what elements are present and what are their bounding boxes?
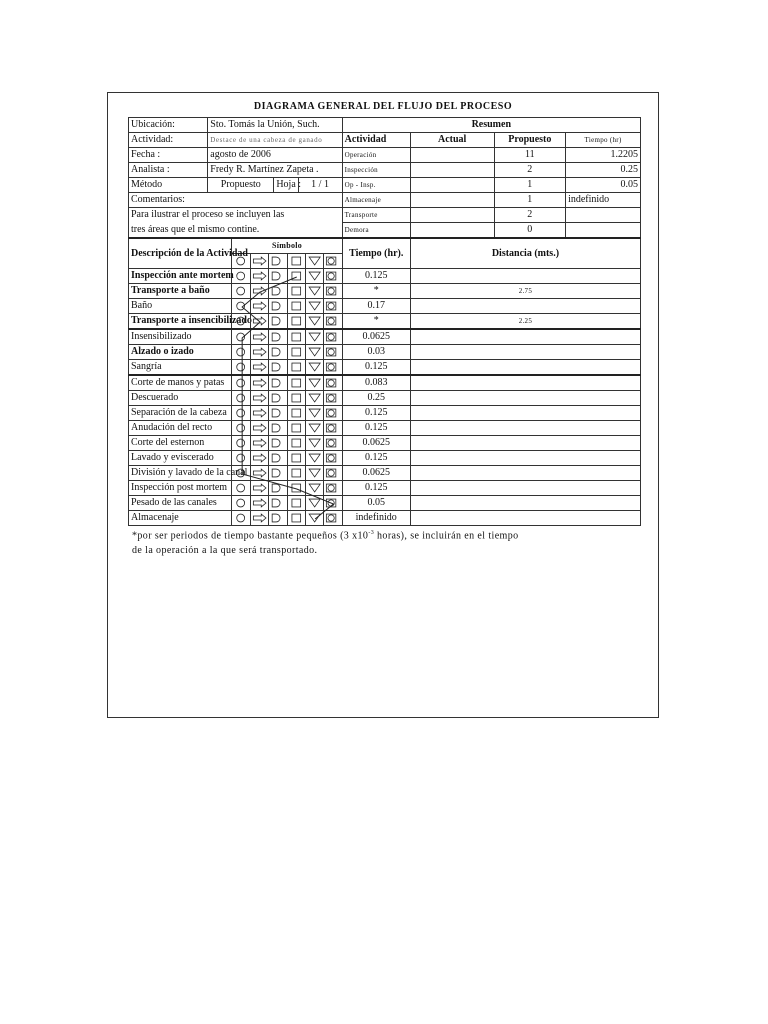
delay-d-icon [268,269,286,283]
activity-description: Baño [129,299,232,314]
resumen-header-tiempo: Tiempo (hr) [566,133,641,148]
footnote-line1b: horas), se incluirán en el tiempo [374,530,519,542]
table-row [129,375,641,391]
activity-distance [410,329,640,345]
activity-description: Transporte a baño [129,284,232,299]
activity-description: Lavado y eviscerado [129,451,232,466]
combined-op-insp-icon [323,481,341,495]
resumen-actividad: Demora [342,223,410,239]
delay-d-icon [268,421,286,435]
combined-op-insp-icon [323,421,341,435]
comentarios-line1: Para ilustrar el proceso se incluyen las [129,208,343,223]
delay-d-icon [268,376,286,390]
activity-symbols [232,329,342,345]
inspection-square-icon [287,481,305,495]
transport-arrow-icon [250,436,268,450]
activity-time: * [342,314,410,330]
activity-description: Separación de la cabeza [129,406,232,421]
resumen-actual [410,208,494,223]
operation-circle-icon [232,481,249,495]
transport-arrow-icon [250,406,268,420]
operation-circle-icon [232,330,249,344]
operation-circle-icon [232,299,249,313]
resumen-propuesto: 1 [494,193,566,208]
storage-triangle-icon [305,406,323,420]
ubicacion-value: Sto. Tomás la Unión, Such. [208,118,342,133]
resumen-tiempo: 0.25 [566,163,641,178]
delay-d-icon [268,330,286,344]
activity-description: Pesado de las canales [129,496,232,511]
activity-description: Inspección ante mortem [129,269,232,284]
storage-triangle-icon [305,511,323,525]
combined-op-insp-icon [323,451,341,465]
activity-description: Transporte a insencibilizado [129,314,232,330]
delay-d-icon [268,451,286,465]
activity-description: Anudación del recto [129,421,232,436]
table-row [129,511,641,526]
activity-symbols [232,496,342,511]
transport-arrow-icon [250,511,268,525]
symbol-legend-row [232,254,342,269]
distancia-header: Distancia (mts.) [410,238,640,269]
combined-op-insp-icon [323,345,341,359]
inspection-square-icon [287,406,305,420]
transport-arrow-icon [250,376,268,390]
transport-arrow-icon [250,466,268,480]
comentarios-line2: tres áreas que el mismo contine. [129,223,343,239]
resumen-propuesto: 1 [494,178,566,193]
activity-distance: 2.25 [410,314,640,330]
inspection-square-icon [287,466,305,480]
activity-distance [410,496,640,511]
activity-time: 0.05 [342,496,410,511]
combined-op-insp-icon [323,254,341,268]
combined-op-insp-icon [323,511,341,525]
activity-description: Corte de manos y patas [129,375,232,391]
resumen-actividad: Op - Insp. [342,178,410,193]
combined-op-insp-icon [323,299,341,313]
operation-circle-icon [232,421,249,435]
inspection-square-icon [287,421,305,435]
activity-distance [410,436,640,451]
resumen-tiempo: 0.05 [566,178,641,193]
document-title: DIAGRAMA GENERAL DEL FLUJO DEL PROCESO [253,101,513,112]
metodo-value: Propuesto [208,178,274,193]
storage-triangle-icon [305,314,323,328]
delay-d-icon [268,496,286,510]
fecha-value: agosto de 2006 [208,148,342,163]
table-row [129,421,641,436]
combined-op-insp-icon [323,436,341,450]
resumen-propuesto: 2 [494,208,566,223]
hoja-label: Hoja : [274,178,298,193]
delay-d-icon [268,511,286,525]
activity-time: 0.25 [342,391,410,406]
inspection-square-icon [287,376,305,390]
table-row [129,496,641,511]
transport-arrow-icon [250,481,268,495]
resumen-actual [410,148,494,163]
activity-distance [410,269,640,284]
table-row [129,345,641,360]
resumen-propuesto: 11 [494,148,566,163]
combined-op-insp-icon [323,406,341,420]
transport-arrow-icon [250,451,268,465]
activity-symbols [232,511,342,526]
activity-description: Almacenaje [129,511,232,526]
resumen-tiempo: 1.2205 [566,148,641,163]
combined-op-insp-icon [323,376,341,390]
activity-time: 0.125 [342,360,410,376]
transport-arrow-icon [250,314,268,328]
storage-triangle-icon [305,421,323,435]
table-row [129,451,641,466]
delay-d-icon [268,406,286,420]
activity-description: Insensibilizado [129,329,232,345]
activity-symbols [232,406,342,421]
delay-d-icon [268,314,286,328]
operation-circle-icon [232,391,249,405]
inspection-square-icon [287,391,305,405]
activity-time: indefinido [342,511,410,526]
table-row [129,299,641,314]
process-flow-table [128,117,641,526]
activity-distance [410,375,640,391]
activity-time: 0.125 [342,481,410,496]
table-row [129,269,641,284]
footnote-line1a: *por ser periodos de tiempo bastante pequeños (3 x10 [132,530,369,542]
resumen-header-actual: Actual [410,133,494,148]
activity-symbols [232,284,342,299]
activity-distance [410,511,640,526]
transport-arrow-icon [250,269,268,283]
inspection-square-icon [287,451,305,465]
storage-triangle-icon [305,391,323,405]
resumen-tiempo: indefinido [566,193,641,208]
delay-d-icon [268,391,286,405]
inspection-square-icon [287,496,305,510]
transport-arrow-icon [250,496,268,510]
activity-description: Sangría [129,360,232,376]
storage-triangle-icon [305,376,323,390]
operation-circle-icon [232,269,249,283]
activity-symbols [232,345,342,360]
delay-d-icon [268,284,286,298]
activity-time: 0.0625 [342,466,410,481]
combined-op-insp-icon [323,284,341,298]
storage-triangle-icon [305,269,323,283]
analista-value: Fredy R. Martínez Zapeta . [208,163,342,178]
activity-distance [410,299,640,314]
inspection-square-icon [287,345,305,359]
fecha-label: Fecha : [129,148,208,163]
table-row [129,466,641,481]
resumen-actual [410,178,494,193]
activity-distance [410,391,640,406]
combined-op-insp-icon [323,360,341,374]
activity-time: 0.125 [342,421,410,436]
resumen-title: Resumen [342,118,640,133]
storage-triangle-icon [305,299,323,313]
activity-description: División y lavado de la canal [129,466,232,481]
activity-symbols [232,481,342,496]
resumen-propuesto: 2 [494,163,566,178]
activity-distance [410,421,640,436]
storage-triangle-icon [305,254,323,268]
combined-op-insp-icon [323,496,341,510]
operation-circle-icon [232,511,249,525]
activity-distance [410,451,640,466]
operation-circle-icon [232,360,249,374]
resumen-actividad: Transporte [342,208,410,223]
combined-op-insp-icon [323,391,341,405]
table-row [129,284,641,299]
actividad-value: Destace de una cabeza de ganado [208,133,342,148]
footnote-exponent: -3 [368,530,375,536]
ubicacion-label: Ubicación: [129,118,208,133]
transport-arrow-icon [250,330,268,344]
delay-d-icon [268,436,286,450]
document-page [107,92,659,718]
combined-op-insp-icon [323,269,341,283]
hoja-value: 1 / 1 [298,178,342,193]
activity-symbols [232,466,342,481]
transport-arrow-icon [250,284,268,298]
table-row [129,436,641,451]
activity-time: 0.03 [342,345,410,360]
table-row [129,406,641,421]
delay-d-icon [268,345,286,359]
resumen-tiempo [566,223,641,239]
table-row [129,314,641,330]
activity-symbols [232,421,342,436]
activity-time: 0.083 [342,375,410,391]
footnote [132,526,632,558]
activity-time: * [342,284,410,299]
inspection-square-icon [287,511,305,525]
transport-arrow-icon [250,391,268,405]
inspection-square-icon [287,436,305,450]
activity-distance [410,466,640,481]
activity-description: Alzado o izado [129,345,232,360]
activity-distance [410,360,640,376]
operation-circle-icon [232,345,249,359]
storage-triangle-icon [305,345,323,359]
activity-symbols [232,436,342,451]
simbolo-header: Símbolo [232,238,342,254]
activity-description: Descuerado [129,391,232,406]
delay-d-icon [268,481,286,495]
resumen-actividad: Almacenaje [342,193,410,208]
storage-triangle-icon [305,284,323,298]
storage-triangle-icon [305,451,323,465]
activity-time: 0.125 [342,451,410,466]
resumen-actividad: Operación [342,148,410,163]
activity-symbols [232,299,342,314]
transport-arrow-icon [250,299,268,313]
inspection-square-icon [287,360,305,374]
resumen-header-propuesto: Propuesto [494,133,566,148]
operation-circle-icon [232,451,249,465]
inspection-square-icon [287,284,305,298]
activity-time: 0.125 [342,406,410,421]
combined-op-insp-icon [323,314,341,328]
storage-triangle-icon [305,496,323,510]
footnote-line2: de la operación a la que será transportado. [132,545,318,557]
storage-triangle-icon [305,330,323,344]
combined-op-insp-icon [323,330,341,344]
activity-distance: 2.75 [410,284,640,299]
activity-symbols [232,360,342,376]
metodo-label: Método [129,178,208,193]
activity-symbols [232,375,342,391]
delay-d-icon [268,254,286,268]
inspection-square-icon [287,330,305,344]
operation-circle-icon [232,254,249,268]
operation-circle-icon [232,466,249,480]
operation-circle-icon [232,496,249,510]
storage-triangle-icon [305,481,323,495]
activity-time: 0.125 [342,269,410,284]
inspection-square-icon [287,314,305,328]
tiempo-header: Tiempo (hr). [342,238,410,269]
activity-symbols [232,391,342,406]
inspection-square-icon [287,269,305,283]
resumen-tiempo [566,208,641,223]
activity-description: Inspección post mortem [129,481,232,496]
operation-circle-icon [232,406,249,420]
descripcion-header: Descripción de la Actividad [129,238,232,269]
activity-symbols [232,269,342,284]
activity-distance [410,345,640,360]
table-row [129,360,641,376]
activity-time: 0.0625 [342,329,410,345]
operation-circle-icon [232,284,249,298]
operation-circle-icon [232,376,249,390]
actividad-label: Actividad: [129,133,208,148]
activity-distance [410,481,640,496]
resumen-actual [410,193,494,208]
resumen-actual [410,163,494,178]
inspection-square-icon [287,254,305,268]
combined-op-insp-icon [323,466,341,480]
activity-time: 0.17 [342,299,410,314]
activity-symbols [232,314,342,330]
delay-d-icon [268,360,286,374]
resumen-actividad: Inspección [342,163,410,178]
resumen-actual [410,223,494,239]
activity-symbols [232,451,342,466]
operation-circle-icon [232,436,249,450]
analista-label: Analista : [129,163,208,178]
transport-arrow-icon [250,421,268,435]
inspection-square-icon [287,299,305,313]
table-row [129,329,641,345]
storage-triangle-icon [305,360,323,374]
resumen-propuesto: 0 [494,223,566,239]
transport-arrow-icon [250,360,268,374]
storage-triangle-icon [305,436,323,450]
transport-arrow-icon [250,345,268,359]
delay-d-icon [268,466,286,480]
comentarios-label: Comentarios: [129,193,343,208]
activity-distance [410,406,640,421]
table-row [129,481,641,496]
table-row [129,391,641,406]
operation-circle-icon [232,314,249,328]
storage-triangle-icon [305,466,323,480]
transport-arrow-icon [250,254,268,268]
resumen-header-actividad: Actividad [342,133,410,148]
activity-time: 0.0625 [342,436,410,451]
activity-description: Corte del esternon [129,436,232,451]
delay-d-icon [268,299,286,313]
